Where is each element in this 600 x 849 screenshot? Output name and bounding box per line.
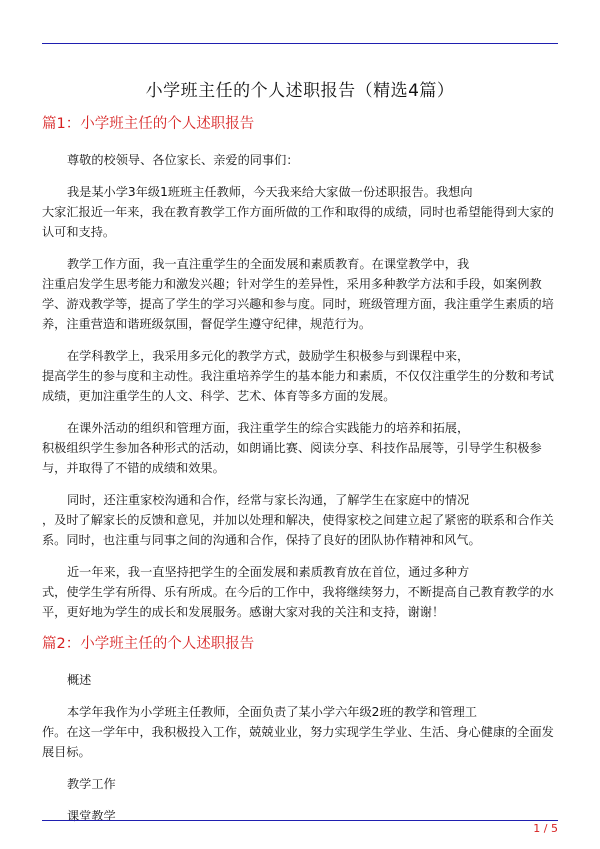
paragraph: 在课外活动的组织和管理方面，我注重学生的综合实践能力的培养和拓展， 积极组织学生参加各种形式的活动，如朗诵比赛、阅读分享、科技作品展等，引导学生积极参与，并取得了不错的成绩和效果。 <box>42 421 542 475</box>
page-number: 1 / 5 <box>533 822 558 835</box>
paragraph: 在学科教学上，我采用多元化的教学方式，鼓励学生积极参与到课程中来， 提高学生的参与度和主动性。我注重培养学生的基本能力和素质，不仅仅注重学生的分数和考试成绩，更加注重学生的人文、科学、艺术、体育等多方面的发展。 <box>42 349 554 403</box>
section-2-heading: 篇2：小学班主任的个人述职报告 <box>42 636 255 652</box>
paragraph: 概述 <box>67 673 92 687</box>
paragraph: 我是某小学3年级1班班主任教师，今天我来给大家做一份述职报告。我想向 大家汇报近一年来，我在教育教学工作方面所做的工作和取得的成绩，同时也希望能得到大家的认可和支持。 <box>42 185 554 239</box>
paragraph: 近一年来，我一直坚持把学生的全面发展和素质教育放在首位，通过多种方 式，使学生学有所得、乐有所成。在今后的工作中，我将继续努力，不断提高自己教育教学的水平，更好地为学生的成长和发展服务。感谢大家对我的关注和支持，谢谢！ <box>42 565 554 619</box>
document-title: 小学班主任的个人述职报告（精选4篇） <box>145 81 455 101</box>
paragraph: 课堂教学 <box>67 809 116 823</box>
paragraph: 本学年我作为小学班主任教师，全面负责了某小学六年级2班的教学和管理工 作。在这一学年中，我积极投入工作，兢兢业业，努力实现学生学业、生活、身心健康的全面发展目标。 <box>42 705 554 759</box>
section-1-heading: 篇1：小学班主任的个人述职报告 <box>42 116 255 132</box>
paragraph: 教学工作方面，我一直注重学生的全面发展和素质教育。在课堂教学中，我 注重启发学生思考能力和激发兴趣；针对学生的差异性，采用多种教学方法和手段，如案例教学、游戏教学等，提高了学生的学习兴趣和参与度。同时，班级管理方面，我注重学生素质的培养，注重营造和谐班级氛围，督促学生遵守纪律，规范行为。 <box>42 257 554 331</box>
footer-rule <box>42 820 558 821</box>
paragraph: 尊敬的校领导、各位家长、亲爱的同事们： <box>67 153 299 167</box>
paragraph: 教学工作 <box>67 777 116 791</box>
document-body <box>42 114 558 838</box>
paragraph: 同时，还注重家校沟通和合作，经常与家长沟通，了解学生在家庭中的情况 ，及时了解家长的反馈和意见，并加以处理和解决，使得家校之间建立起了紧密的联系和合作关系。同时，也注重与同事之间的沟通和合作，保持了良好的团队协作精神和风气。 <box>42 493 554 547</box>
header-rule <box>42 43 558 44</box>
